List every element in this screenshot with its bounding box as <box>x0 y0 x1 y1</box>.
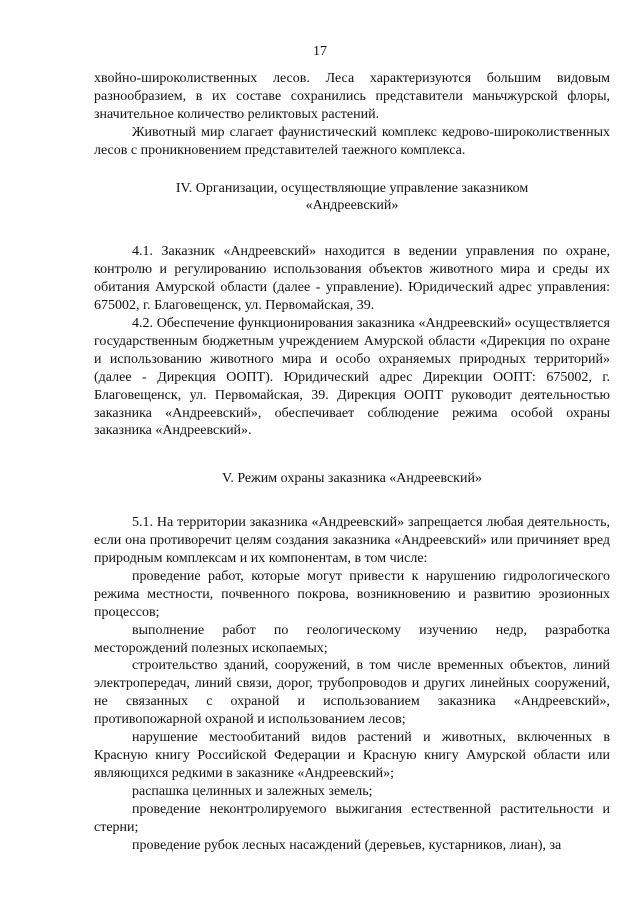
paragraph-fauna: Животный мир слагает фаунистический комплекс кедрово-широколиственных лесов с проникновением представителей таежного комплекса. <box>94 124 610 158</box>
section-iv-heading-line2: «Андреевский» <box>305 198 399 214</box>
page-number: 17 <box>313 44 327 59</box>
list-item-hydrology: проведение работ, которые могут привести к нарушению гидрологического режима местности, почвенного покрова, возникновению и развитию эрозионных процессов; <box>94 568 610 620</box>
list-item-plowing: распашка целинных и залежных земель; <box>132 783 373 799</box>
paragraph-5-1: 5.1. На территории заказника «Андреевский» запрещается любая деятельность, если она противоречит целям создания заказника «Андреевский» или причиняет вред природным комплексам и их компонентам, в том числе: <box>94 515 610 567</box>
list-item-habitats: нарушение местообитаний видов растений и животных, включенных в Красную книгу Российской Федерации и Красную книгу Амурской области или являющихся редкими в заказнике «Андреевский»; <box>94 730 610 781</box>
paragraph-forests-continued: хвойно-широколиственных лесов. Леса характеризуются большим видовым разнообразием, в их составе сохранились представители маньчжурской флоры, значительное количество реликтовых растений. <box>94 71 610 122</box>
section-iv-heading <box>94 180 610 216</box>
paragraph-4-2: 4.2. Обеспечение функционирования заказника «Андреевский» осуществляется государственным бюджетным учреждением Амурской области «Дирекция по охране и использованию животного мира и особо охраняемых природных территорий» (далее - Дирекция ООПТ). Юридический адрес Дирекции ООПТ: 675002, г. Благовещенск, ул. Первомайская, 39. Дирекция ООПТ руководит деятельностью заказника «Андреевский», обеспечивает соблюдение режима особой охраны заказника «Андреевский». <box>94 315 610 439</box>
list-item-logging: проведение рубок лесных насаждений (деревьев, кустарников, лиан), за <box>132 837 562 853</box>
paragraph-4-1: 4.1. Заказник «Андреевский» находится в ведении управления по охране, контролю и регулированию использования объектов животного мира и среды их обитания Амурской области (далее - управление). Юридический адрес управления: 675002, г. Благовещенск, ул. Первомайская, 39. <box>94 244 610 314</box>
list-item-burning: проведение неконтролируемого выжигания естественной растительности и стерни; <box>94 801 610 835</box>
section-iv-heading-line1: IV. Организации, осуществляющие управление заказником <box>175 180 529 196</box>
section-v-heading: V. Режим охраны заказника «Андреевский» <box>222 471 482 487</box>
list-item-geology: выполнение работ по геологическому изучению недр, разработка месторождений полезных ископаемых; <box>94 622 610 656</box>
list-item-construction: строительство зданий, сооружений, в том числе временных объектов, линий электропередач, линий связи, дорог, трубопроводов и других линейных сооружений, не связанных с охраной и использованием заказника «Андреевский», противопожарной охраной и использованием лесов; <box>94 658 610 728</box>
document-body <box>94 70 610 854</box>
